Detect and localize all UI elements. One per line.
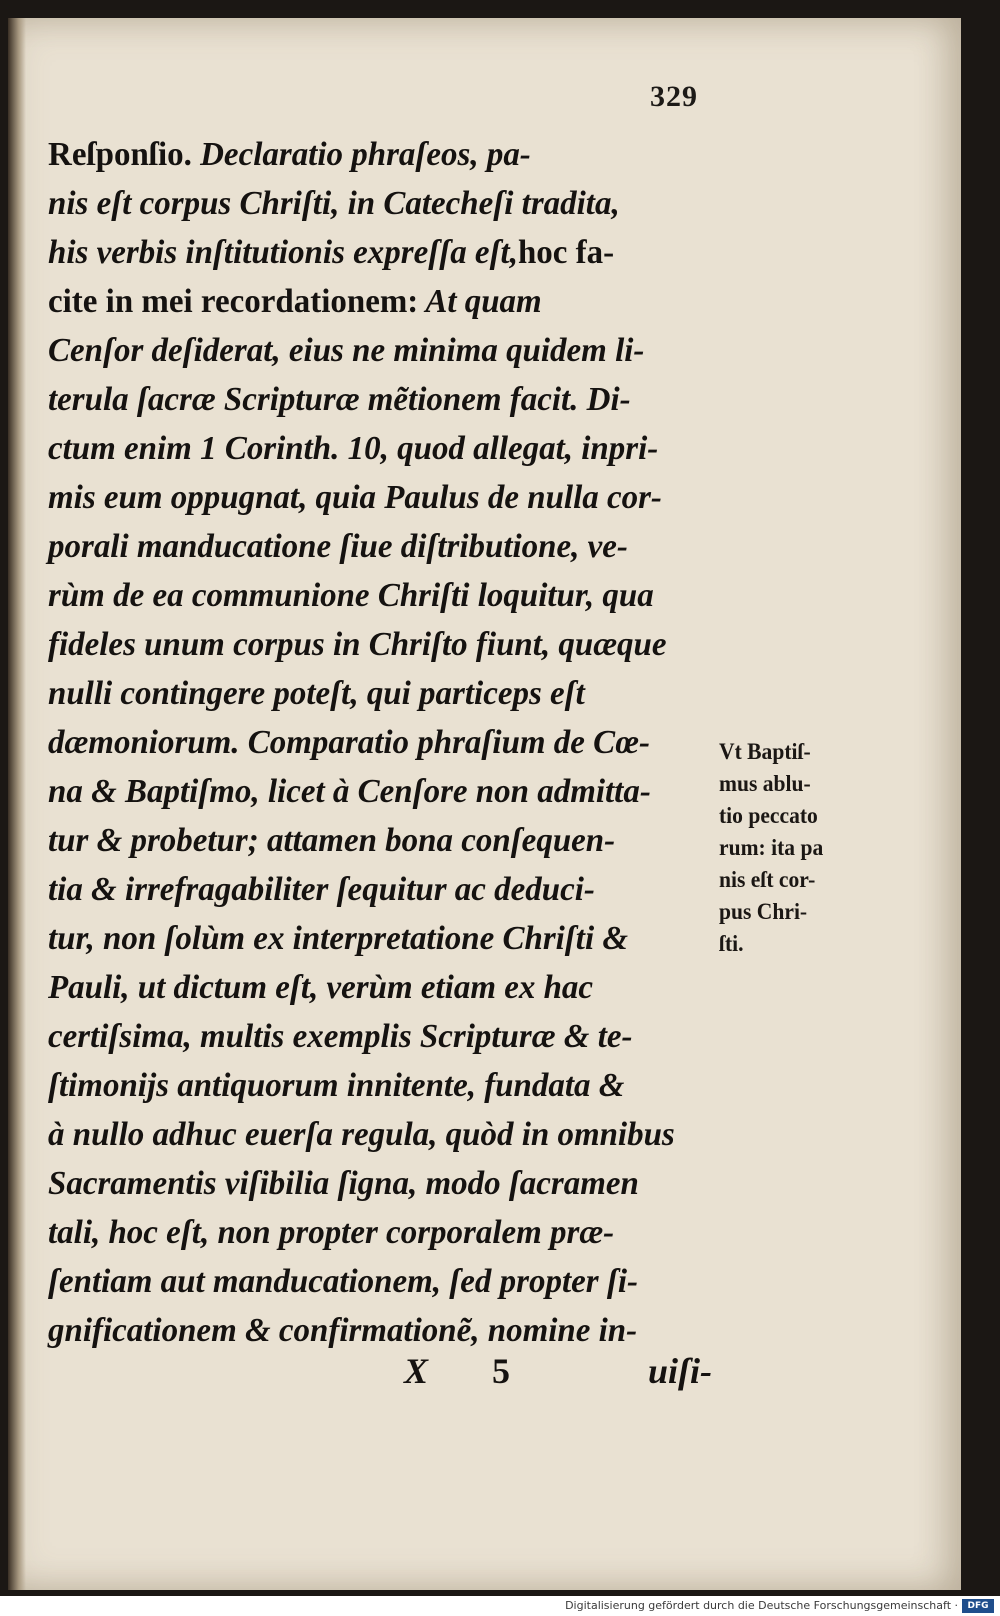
italic-text-run: fideles unum corpus in Chriſto fiunt, quæque <box>48 626 667 663</box>
italic-text-run: porali manducatione ſiue diſtributione, ve- <box>48 528 628 565</box>
catchword: uiſi- <box>648 1351 713 1391</box>
text-line <box>48 767 694 816</box>
text-line <box>48 1159 694 1208</box>
italic-text-run: Cenſor deſiderat, eius ne minima quidem li- <box>48 332 645 369</box>
italic-text-run: tia & irrefragabiliter ſequitur ac deduci- <box>48 871 595 908</box>
italic-text-run: mis eum oppugnat, quia Paulus de nulla cor- <box>48 479 662 516</box>
italic-text-run: rùm de ea communione Chriſti loquitur, qua <box>48 577 654 614</box>
text-line <box>48 277 694 326</box>
text-line <box>48 1306 694 1355</box>
text-line <box>48 963 694 1012</box>
italic-text-run: Declaratio phraſeos, pa- <box>191 136 531 173</box>
text-line <box>48 1012 694 1061</box>
marginal-note-line: nis eſt cor- <box>719 867 816 892</box>
text-line <box>48 130 694 179</box>
marginal-note-line: rum: ita pa <box>719 835 824 860</box>
marginal-note-line: Vt Baptiſ- <box>719 739 811 764</box>
text-line <box>48 424 694 473</box>
italic-text-run: nis eſt corpus Chriſti, in Catecheſi tradita, <box>48 185 620 222</box>
text-line <box>48 718 694 767</box>
marginal-note-line: tio peccato <box>719 803 818 828</box>
text-line <box>48 914 694 963</box>
text-line <box>48 179 694 228</box>
text-line <box>48 375 694 424</box>
marginal-note-line: mus ablu- <box>719 771 811 796</box>
italic-text-run: ſtimonijs antiquorum innitente, fundata & <box>48 1067 625 1104</box>
text-line <box>48 1061 694 1110</box>
marginal-note <box>719 736 879 960</box>
digitization-footer <box>0 1596 1000 1616</box>
italic-text-run: à nullo adhuc euerſa regula, quòd in omnibus <box>48 1116 675 1153</box>
page-number: 329 <box>650 80 698 113</box>
italic-text-run: ctum enim 1 Corinth. 10, quod allegat, inpri- <box>48 430 659 467</box>
italic-text-run: certiſsima, multis exemplis Scripturæ & te- <box>48 1018 633 1055</box>
italic-text-run: gnificationem & confirmationẽ, nomine in- <box>48 1312 638 1349</box>
footer-credit-text: Digitalisierung gefördert durch die Deutsche Forschungsgemeinschaft · <box>565 1599 958 1612</box>
text-line <box>48 620 694 669</box>
text-line <box>48 865 694 914</box>
text-line <box>48 1110 694 1159</box>
main-text-block <box>48 130 714 1355</box>
italic-text-run: At quam <box>418 283 542 320</box>
italic-text-run: his verbis inſtitutionis expreſſa eſt, <box>48 234 518 271</box>
italic-text-run: ſentiam aut manducationem, ſed propter ſi- <box>48 1263 638 1300</box>
text-line <box>48 228 694 277</box>
text-line <box>48 571 694 620</box>
text-line <box>48 1208 694 1257</box>
page-gutter-shadow <box>8 18 26 1590</box>
text-line <box>48 1257 694 1306</box>
text-line <box>48 522 694 571</box>
italic-text-run: Sacramentis viſibilia ſigna, modo ſacramen <box>48 1165 639 1202</box>
italic-text-run: na & Baptiſmo, licet à Cenſore non admitta- <box>48 773 651 810</box>
text-line <box>48 816 694 865</box>
italic-text-run: Pauli, ut dictum eſt, verùm etiam ex hac <box>48 969 594 1006</box>
dfg-logo: DFG <box>962 1599 994 1613</box>
text-line <box>48 669 694 718</box>
roman-text-run: cite in mei recordationem: <box>48 283 419 320</box>
italic-text-run: terula ſacræ Scripturæ mẽtionem facit. Di- <box>48 381 631 418</box>
marginal-note-line: ſti. <box>719 931 744 956</box>
signature-mark-letter: X <box>404 1351 429 1391</box>
signature-mark-number: 5 <box>492 1351 510 1391</box>
book-page <box>8 18 961 1590</box>
italic-text-run: dæmoniorum. Comparatio phraſium de Cœ- <box>48 724 650 761</box>
italic-text-run: tali, hoc eſt, non propter corporalem præ- <box>48 1214 615 1251</box>
text-line <box>48 473 694 522</box>
italic-text-run: tur, non ſolùm ex interpretatione Chriſti & <box>48 920 629 957</box>
text-line <box>48 326 694 375</box>
marginal-note-line: pus Chri- <box>719 899 808 924</box>
italic-text-run: tur & probetur; attamen bona conſequen- <box>48 822 616 859</box>
italic-text-run: nulli contingere poteſt, qui particeps eſt <box>48 675 585 712</box>
roman-text-run: hoc fa- <box>517 234 615 271</box>
roman-text-run: Reſponſio. <box>48 136 192 173</box>
